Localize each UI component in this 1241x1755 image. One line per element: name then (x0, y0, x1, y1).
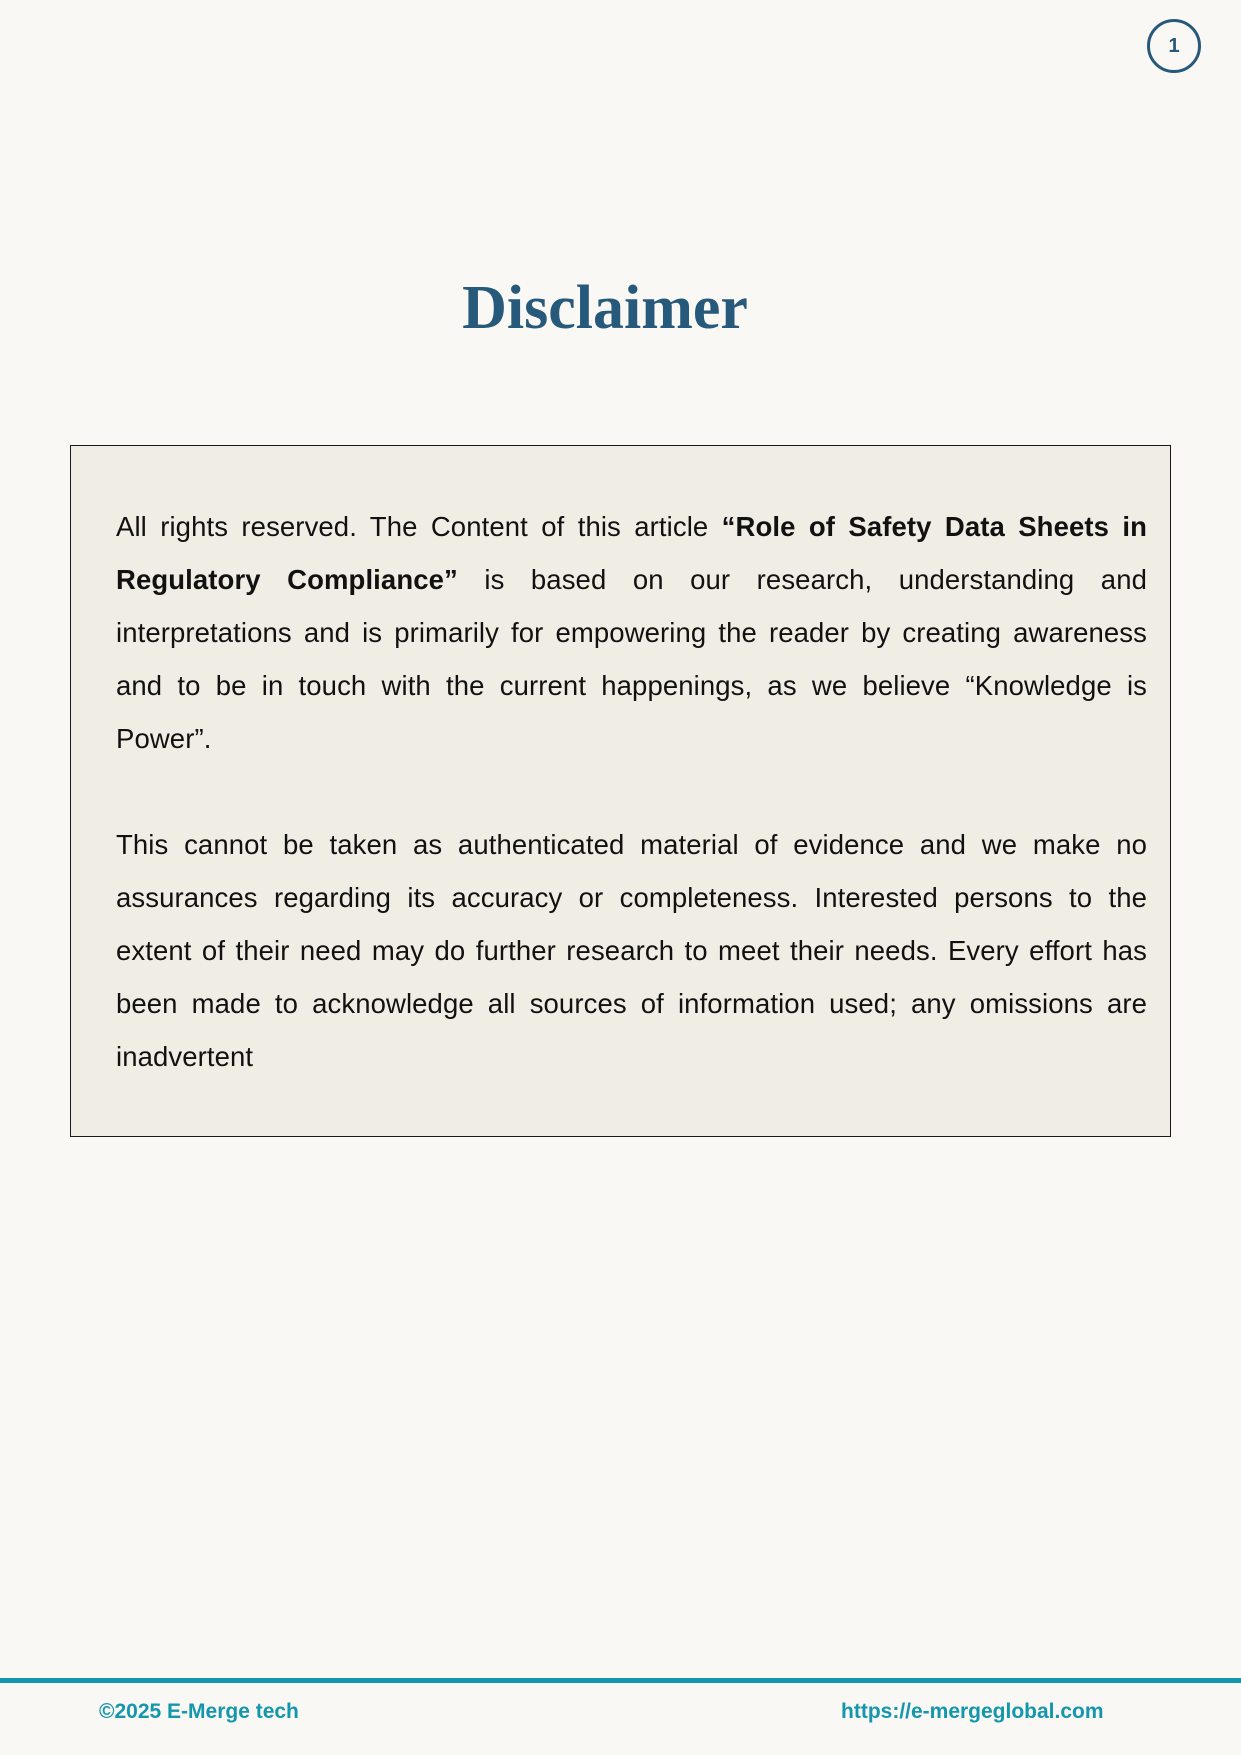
paragraph-1-tail: is based on our research, understanding and interpretations and is primarily for empowering the reader by creating awareness and to be in touch with the current happenings, as we believe “Knowledge is Power”. (116, 564, 1147, 754)
disclaimer-paragraph-1 (116, 500, 1147, 765)
page-number-badge (1147, 19, 1201, 73)
disclaimer-box (70, 445, 1171, 1137)
article-title: “Role of Safety Data Sheets in Regulatory Compliance” (116, 511, 1148, 595)
page-title: Disclaimer (462, 274, 748, 342)
footer-website-link[interactable]: https://e-mergeglobal.com (841, 1700, 1104, 1723)
page-number: 1 (1168, 34, 1180, 57)
paragraph-1-lead: All rights reserved. The Content of this article (116, 511, 722, 542)
footer-copyright: ©2025 E-Merge tech (99, 1700, 299, 1723)
disclaimer-paragraph-2: This cannot be taken as authenticated material of evidence and we make no assurances regarding its accuracy or completeness. Interested persons to the extent of their need may do further research to meet their needs. Every effort has been made to acknowledge all sources of information used; any omissions are inadvertent (116, 829, 1147, 1072)
footer-divider (0, 1678, 1241, 1683)
